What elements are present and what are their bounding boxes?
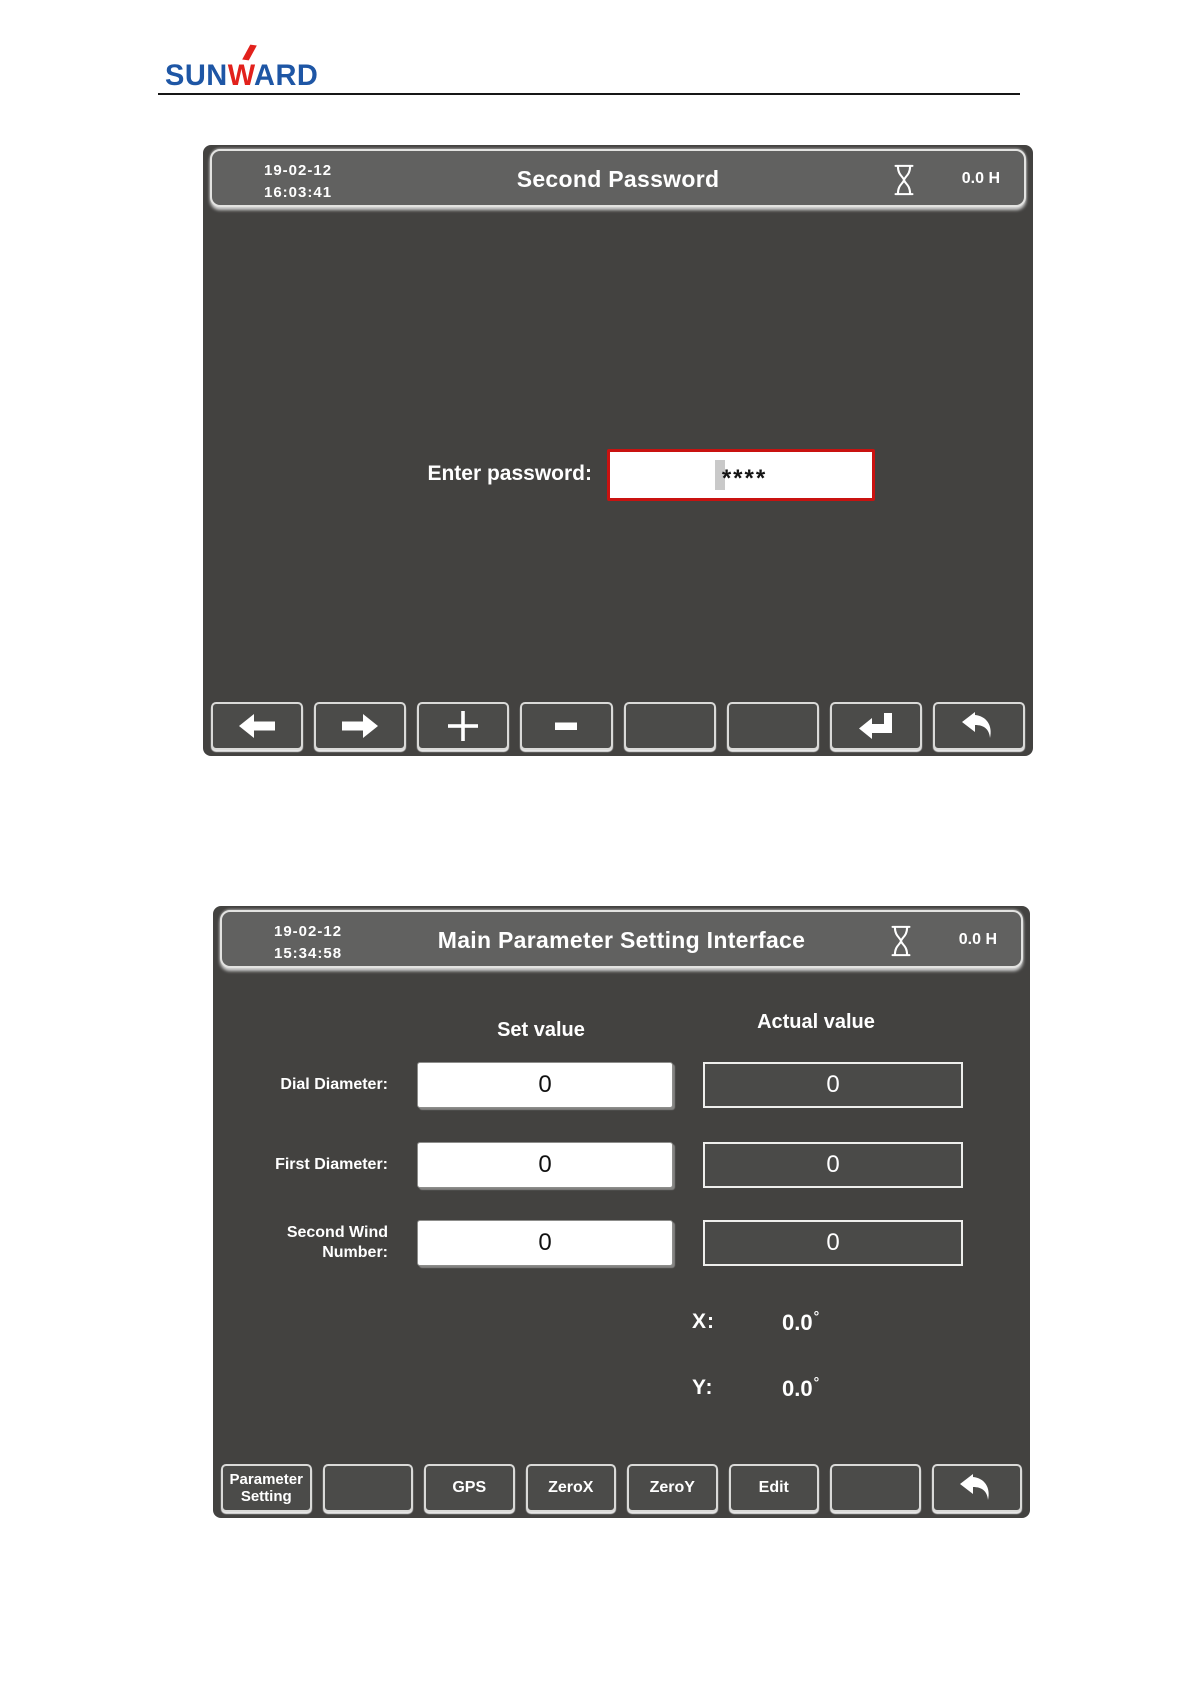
zeroy-label: ZeroY <box>649 1478 695 1496</box>
x-angle-number: 0.0 <box>782 1310 813 1335</box>
degree-symbol: ° <box>813 1374 820 1390</box>
back-button[interactable] <box>933 702 1025 750</box>
time-text: 15:34:58 <box>274 944 343 962</box>
time-text: 16:03:41 <box>264 183 333 201</box>
toolbar <box>221 1464 1022 1512</box>
logo-w: W <box>227 59 255 93</box>
enter-icon <box>856 710 896 742</box>
first-diameter-label: First Diameter: <box>275 1156 388 1173</box>
minus-icon <box>548 708 584 744</box>
degree-symbol: ° <box>813 1308 820 1324</box>
parameter-setting-label: Parameter Setting <box>229 1470 303 1505</box>
gps-button[interactable] <box>424 1464 515 1512</box>
password-input[interactable] <box>607 449 875 501</box>
back-icon <box>959 710 999 742</box>
toolbar-button-blank-1[interactable] <box>323 1464 414 1512</box>
left-arrow-icon <box>237 712 277 740</box>
x-angle-value <box>782 1310 818 1336</box>
y-angle-label: Y: <box>692 1376 714 1399</box>
zerox-label: ZeroX <box>548 1478 594 1496</box>
first-diameter-actual-value: 0 <box>703 1142 963 1188</box>
back-button[interactable] <box>932 1464 1023 1512</box>
logo-sun: SUN <box>165 59 228 93</box>
second-password-screen <box>203 145 1033 756</box>
hour-meter: 0.0 H <box>958 931 997 948</box>
date-text: 19-02-12 <box>264 162 333 179</box>
header-divider <box>158 93 1020 95</box>
enter-button[interactable] <box>830 702 922 750</box>
logo-text <box>165 60 318 94</box>
password-label: Enter password: <box>427 462 592 485</box>
left-arrow-button[interactable] <box>211 702 303 750</box>
toolbar-button-blank-2[interactable] <box>830 1464 921 1512</box>
sunward-logo <box>165 44 318 94</box>
plus-icon <box>445 708 481 744</box>
y-angle-value <box>782 1376 818 1402</box>
actual-value-column-header: Actual value <box>757 1011 875 1033</box>
right-arrow-button[interactable] <box>314 702 406 750</box>
plus-button[interactable] <box>417 702 509 750</box>
password-value: **** <box>721 465 768 492</box>
second-wind-number-set-input[interactable]: 0 <box>417 1220 673 1266</box>
parameter-setting-button[interactable] <box>221 1464 312 1512</box>
gps-label: GPS <box>452 1478 487 1496</box>
first-diameter-set-input[interactable]: 0 <box>417 1142 673 1188</box>
second-wind-number-actual-value: 0 <box>703 1220 963 1266</box>
toolbar-button-blank-2[interactable] <box>727 702 819 750</box>
back-icon <box>957 1472 997 1504</box>
y-angle-number: 0.0 <box>782 1376 813 1401</box>
edit-label: Edit <box>758 1478 789 1496</box>
date-text: 19-02-12 <box>274 923 343 940</box>
dial-diameter-label: Dial Diameter: <box>280 1076 388 1093</box>
page-title: Second Password <box>516 166 720 192</box>
hour-meter: 0.0 H <box>961 170 1000 187</box>
titlebar <box>210 149 1026 207</box>
hourglass-icon <box>892 164 916 196</box>
x-angle-label: X: <box>692 1310 715 1333</box>
zeroy-button[interactable] <box>627 1464 718 1512</box>
page-title: Main Parameter Setting Interface <box>437 927 806 953</box>
dial-diameter-actual-value: 0 <box>703 1062 963 1108</box>
edit-button[interactable] <box>729 1464 820 1512</box>
hourglass-icon <box>889 925 913 957</box>
main-parameter-setting-screen <box>213 906 1030 1518</box>
titlebar <box>220 910 1023 968</box>
zerox-button[interactable] <box>526 1464 617 1512</box>
toolbar <box>211 702 1025 750</box>
set-value-column-header: Set value <box>497 1019 585 1041</box>
minus-button[interactable] <box>520 702 612 750</box>
dial-diameter-set-input[interactable]: 0 <box>417 1062 673 1108</box>
logo-accent-mark <box>242 45 257 61</box>
logo-ard: ARD <box>254 59 319 93</box>
second-wind-number-label: Second Wind Number: <box>286 1224 388 1261</box>
right-arrow-icon <box>340 712 380 740</box>
toolbar-button-blank-1[interactable] <box>624 702 716 750</box>
